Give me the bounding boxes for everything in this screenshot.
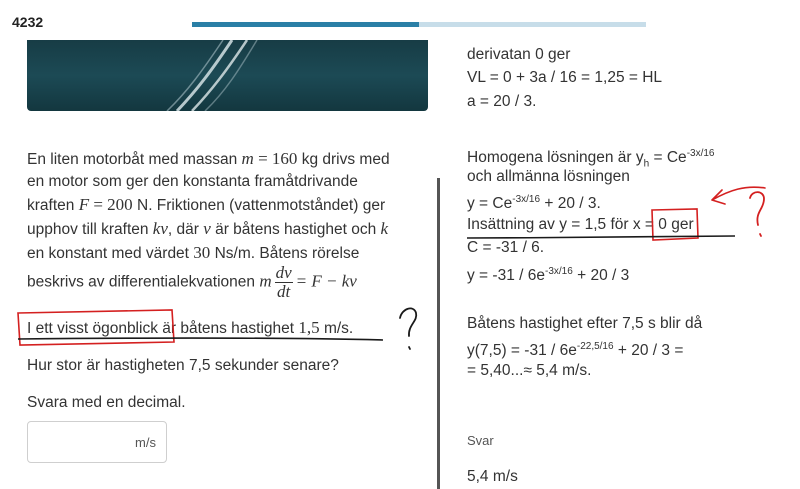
question-line-5: en konstant med värdet 30 Ns/m. Båtens rörelse (27, 243, 360, 262)
red-box-ogonblick (18, 310, 174, 345)
solution-line-7: C = -31 / 6. (467, 239, 545, 256)
solution-line-8: $y = -31 / 6e^{-3x/16} + 20 / 3$ (467, 266, 630, 285)
question-line-3: kraften F = 200 N. Friktionen (vattenmotståndet) ger (27, 195, 386, 214)
solution-line-1: VL = 0 + 3a / 16 = 1,25 = HL (467, 69, 663, 86)
question-line-7: I ett visst ögonblick är båtens hastighet 1,5 m/s. (27, 318, 354, 337)
question-mark-right (750, 192, 764, 236)
svar-value: 5,4 m/s (467, 468, 518, 485)
svar-label: Svar (467, 433, 494, 448)
solution-line-6: Insättning av y = 1,5 för x = 0 ger (467, 216, 694, 233)
question-line-1: En liten motorbåt med massan m = 160 kg drivs med (27, 149, 390, 168)
question-line-4: upphov till kraften kv, där v är båtens hastighet och k (27, 219, 389, 238)
solution-line-11: = 5,40...≈ 5,4 m/s. (467, 362, 592, 379)
question-line-8: Hur stor är hastigheten 7,5 sekunder senare? (27, 357, 339, 374)
fraction-dv-dt: $\frac{dv}{dt}$ (275, 263, 292, 301)
solution-line-3: Homogena lösningen är $y_h = Ce^{-3x/16}$ (467, 148, 715, 170)
question-line-9: Svara med en decimal. (27, 394, 186, 411)
red-box-x0 (652, 209, 698, 240)
solution-line-4: och allmänna lösningen (467, 168, 630, 185)
answer-unit: m/s (135, 435, 156, 450)
solution-line-2: a = 20 / 3. (467, 93, 537, 110)
underline-ogonblick-line (18, 338, 383, 340)
question-line-6: beskrivs av differentialekvationen m $\frac{dv}{dt}$ = F − kv (27, 263, 357, 301)
solution-line-5: $y = Ce^{-3x/16} + 20 / 3$. (467, 194, 601, 213)
problem-id: 4232 (12, 14, 44, 30)
question-line-2: en motor som ger den konstanta framåtdrivande (27, 173, 358, 190)
red-arrow (712, 187, 765, 204)
solution-line-10: $y(7,5) = -31 / 6e^{-22,5/16} + 20 / 3$ = (467, 341, 684, 360)
solution-line-9: Båtens hastighet efter 7,5 s blir då (467, 315, 703, 332)
solution-line-0: derivatan 0 ger (467, 46, 571, 63)
question-mark-left (400, 308, 416, 349)
